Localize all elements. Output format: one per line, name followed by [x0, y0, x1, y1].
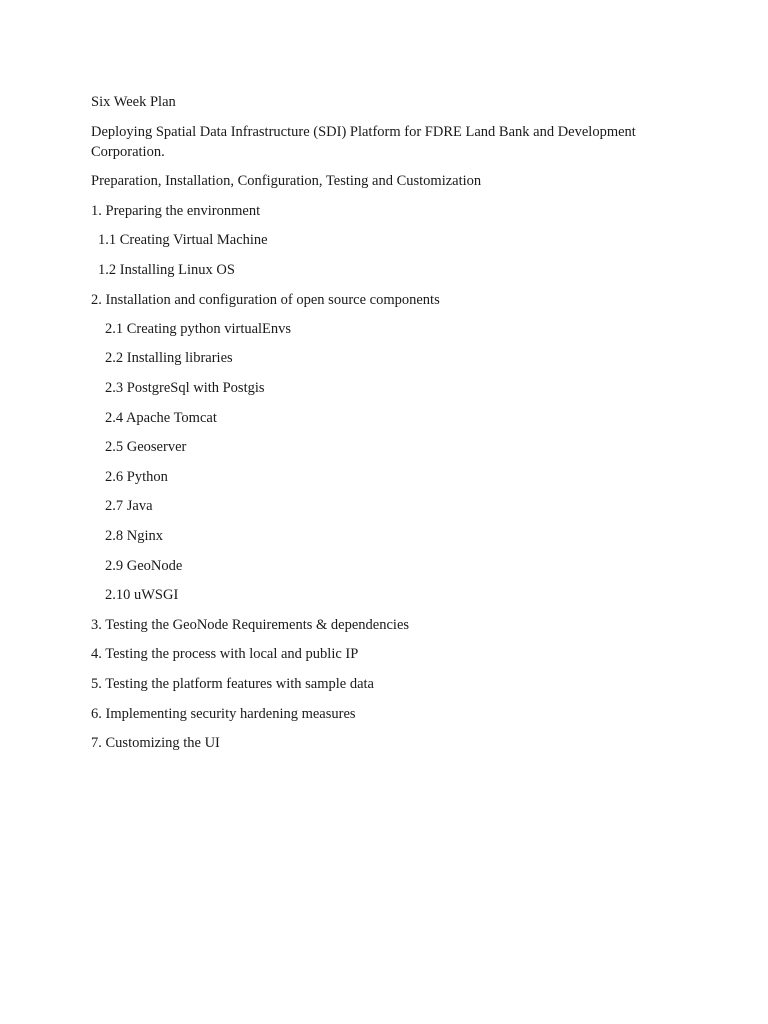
step-7: 7. Customizing the UI: [91, 735, 220, 751]
document-phases: Preparation, Installation, Configuration, Testing and Customization: [91, 173, 482, 189]
substep-2-5: 2.5 Geoserver: [105, 439, 187, 455]
step-3: 3. Testing the GeoNode Requirements & dependencies: [91, 617, 410, 633]
step-1: 1. Preparing the environment: [91, 203, 261, 219]
substep-2-8: 2.8 Nginx: [105, 528, 163, 544]
document-title: Six Week Plan: [91, 94, 176, 110]
substep-2-2: 2.2 Installing libraries: [105, 350, 233, 366]
substep-2-9: 2.9 GeoNode: [105, 558, 183, 574]
substep-2-1: 2.1 Creating python virtualEnvs: [105, 321, 292, 337]
substep-2-10: 2.10 uWSGI: [105, 587, 179, 603]
substep-1-2: 1.2 Installing Linux OS: [98, 262, 235, 278]
substep-2-7: 2.7 Java: [105, 498, 153, 514]
step-6: 6. Implementing security hardening measures: [91, 706, 356, 722]
substep-1-1: 1.1 Creating Virtual Machine: [98, 232, 268, 248]
substep-2-3: 2.3 PostgreSql with Postgis: [105, 380, 265, 396]
document-subtitle: Deploying Spatial Data Infrastructure (SDI) Platform for FDRE Land Bank and Development Corporation.: [91, 124, 636, 160]
step-5: 5. Testing the platform features with sample data: [91, 676, 374, 692]
step-2: 2. Installation and configuration of open source components: [91, 292, 440, 308]
substep-2-6: 2.6 Python: [105, 469, 168, 485]
step-4: 4. Testing the process with local and public IP: [91, 646, 359, 662]
substep-2-4: 2.4 Apache Tomcat: [105, 410, 217, 426]
